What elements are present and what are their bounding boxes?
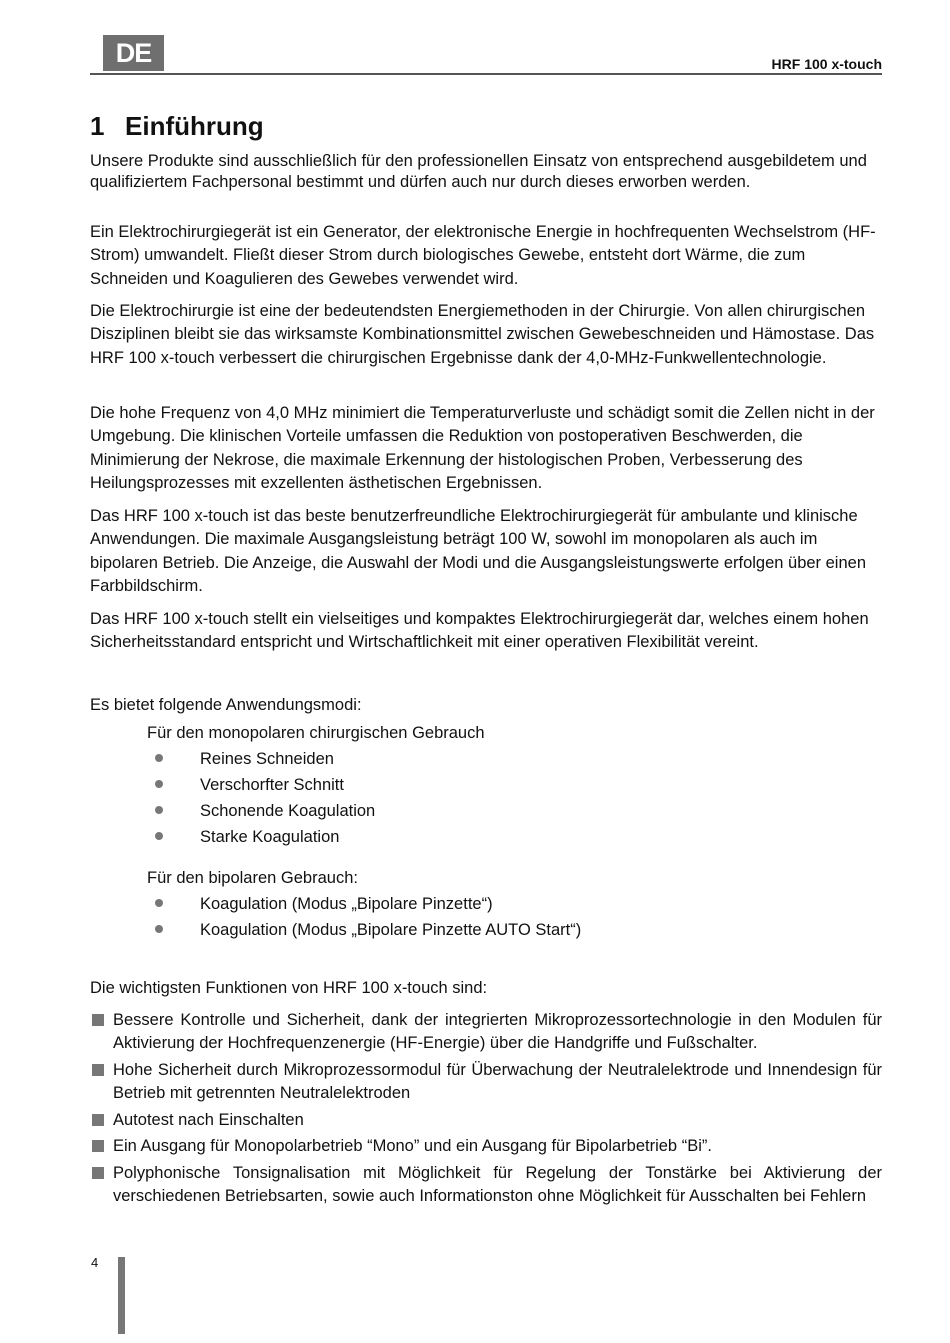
header-divider: [90, 73, 882, 75]
mono-heading: Für den monopolaren chirurgischen Gebrauch: [147, 724, 485, 742]
square-bullet-icon: [92, 1167, 104, 1179]
footer-bar: [118, 1257, 125, 1334]
bullet-icon: [155, 899, 163, 907]
square-bullet-icon: [92, 1114, 104, 1126]
paragraph: Das HRF 100 x-touch stellt ein vielseitiges und kompaktes Elektrochirurgiegerät dar, welches einem hohen Sicherheitsstandard entspricht und Wirtschaftlichkeit mit einer operativen Flexibilität vereint.: [90, 610, 869, 652]
functions-intro: Die wichtigsten Funktionen von HRF 100 x-touch sind:: [90, 979, 488, 997]
list-item: Reines Schneiden: [155, 750, 334, 769]
function-item: Hohe Sicherheit durch Mikroprozessormodul für Überwachung der Neutralelektrode und Innendesign für Betrieb mit getrennten Neutralelektroden: [92, 1059, 882, 1106]
list-item: Verschorfter Schnitt: [155, 776, 344, 795]
paragraph: Die hohe Frequenz von 4,0 MHz minimiert die Temperaturverluste und schädigt somit die Zellen nicht in der Umgebung. Die klinischen Vorteile umfassen die Reduktion von postoperativen Beschwerden, die Minimierung der Nekrose, die maximale Erkennung der histologischen Proben, Verbesserung des Heilungsprozesses mit exzellenten ästhetischen Ergebnissen.: [90, 404, 875, 492]
square-bullet-icon: [92, 1140, 104, 1152]
paragraph: Die Elektrochirurgie ist eine der bedeutendsten Energiemethoden in der Chirurgie. Von allen chirurgischen Disziplinen bleibt sie das wirksamste Kombinationsmittel zwischen Gewebeschneiden und Hämostase. Das HRF 100 x-touch verbessert die chirurgischen Ergebnisse dank der 4,0-MHz-Funkwellentechnologie.: [90, 302, 875, 367]
section-heading: 1 Einführung: [90, 111, 264, 141]
bullet-icon: [155, 754, 163, 762]
function-item: Autotest nach Einschalten: [92, 1109, 882, 1132]
bullet-icon: [155, 925, 163, 933]
square-bullet-icon: [92, 1014, 104, 1026]
paragraph: Ein Elektrochirurgiegerät ist ein Generator, der elektronische Energie in hochfrequenten Wechselstrom (HF-Strom) umwandelt. Fließt dieser Strom durch biologisches Gewebe, entsteht dort Wärme, die zum Schneiden und Koagulieren des Gewebes verwendet wird.: [90, 223, 876, 288]
function-item: Bessere Kontrolle und Sicherheit, dank der integrierten Mikroprozessortechnologie in den Modulen für Aktivierung der Hochfrequenzenergie (HF-Energie) über die Handgriffe und Fußschalter.: [92, 1009, 882, 1056]
bullet-icon: [155, 780, 163, 788]
list-item: Schonende Koagulation: [155, 802, 375, 821]
bi-heading: Für den bipolaren Gebrauch:: [147, 869, 358, 887]
list-item: Koagulation (Modus „Bipolare Pinzette“): [155, 895, 493, 914]
paragraph: Das HRF 100 x-touch ist das beste benutzerfreundliche Elektrochirurgiegerät für ambulante und klinische Anwendungen. Die maximale Ausgangsleistung beträgt 100 W, sowohl im monopolaren als auch im bipolaren Betrieb. Die Anzeige, die Auswahl der Modi und die Ausgangsleistungswerte erfolgen über einen Farbbildschirm.: [90, 507, 867, 595]
bullet-icon: [155, 832, 163, 840]
square-bullet-icon: [92, 1064, 104, 1076]
list-item: Starke Koagulation: [155, 828, 339, 847]
paragraph: Unsere Produkte sind ausschließlich für den professionellen Einsatz von entsprechend ausgebildetem und qualifiziertem Fachpersonal bestimmt und dürfen auch nur durch dieses erworben werden.: [90, 152, 867, 191]
page-number: 4: [91, 1255, 99, 1270]
header-product-name: HRF 100 x-touch: [771, 56, 882, 72]
function-item: Polyphonische Tonsignalisation mit Möglichkeit für Regelung der Tonstärke bei Aktivierung der verschiedenen Betriebsarten, sowie auch Informationston ohne Möglichkeit für Ausschalten bei Fehlern: [92, 1162, 882, 1209]
language-badge: DE: [103, 35, 164, 71]
function-item: Ein Ausgang für Monopolarbetrieb “Mono” und ein Ausgang für Bipolarbetrieb “Bi”.: [92, 1135, 882, 1158]
bullet-icon: [155, 806, 163, 814]
modes-intro: Es bietet folgende Anwendungsmodi:: [90, 696, 362, 714]
list-item: Koagulation (Modus „Bipolare Pinzette AUTO Start“): [155, 921, 581, 940]
